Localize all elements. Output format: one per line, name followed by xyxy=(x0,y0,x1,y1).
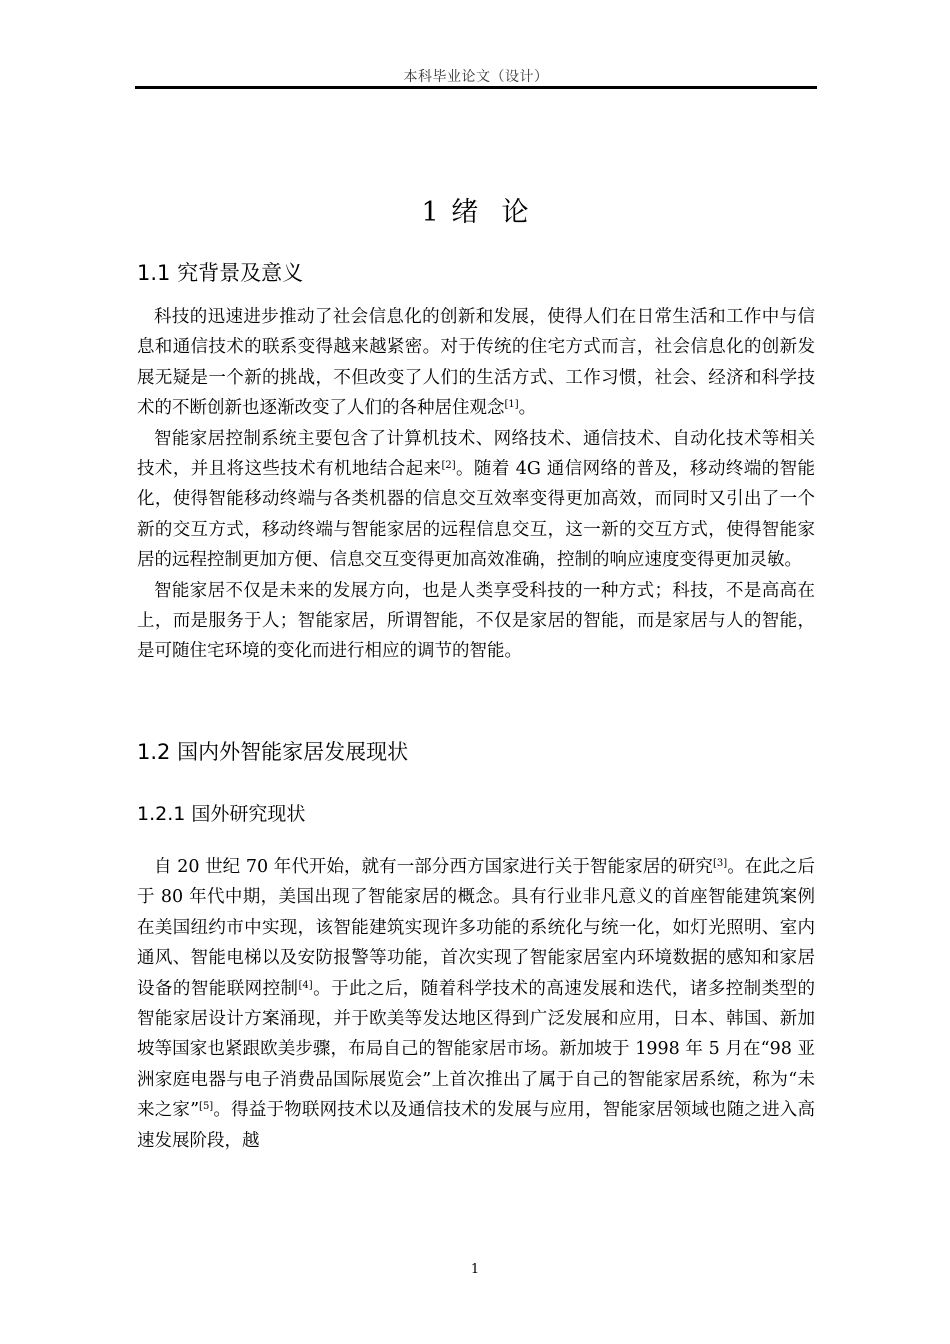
citation: [2] xyxy=(441,460,456,472)
page-number: 1 xyxy=(470,1262,480,1277)
citation: [1] xyxy=(504,399,519,411)
chapter-title: 1 绪 论 xyxy=(421,197,531,228)
section-1-2-1-body xyxy=(137,852,815,1156)
citation: [5] xyxy=(199,1101,214,1113)
citation: [4] xyxy=(298,979,313,991)
paragraph xyxy=(137,302,815,424)
paragraph-text: 。随着 4G 通信网络的普及，移动终端的智能化，使得智能移动终端与各类机器的信息交互效率变得更加高效，而同时又引出了一个新的交互方式，移动终端与智能家居的远程信息交互，这一新的交互方式，使得智能家居的远程控制更加方便、信息交互变得更加高效准确，控制的响应速度变得更加灵敏。 xyxy=(137,459,815,571)
paragraph-text: 。在此之后于 80 年代中期，美国出现了智能家居的概念。具有行业非凡意义的首座智能建筑案例在美国纽约市中实现，该智能建筑实现许多功能的系统化与统一化，如灯光照明、室内通风、智能电梯以及安防报警等功能，首次实现了智能家居室内环境数据的感知和家居设备的智能联网控制 xyxy=(137,857,815,999)
paragraph-text: 。于此之后，随着科学技术的高速发展和迭代，诸多控制类型的智能家居设计方案涌现，并于欧美等发达地区得到广泛发展和应用，日本、韩国、新加坡等国家也紧跟欧美步骤，布局自己的智能家居市场。新加坡于 1998 年 5 月在“98 亚洲家庭电器与电子消费品国际展览会”上首次推出了属于自己的智能家居系统，称为“未来之家” xyxy=(137,978,816,1121)
paragraph-text: 。 xyxy=(518,398,537,419)
paragraph xyxy=(137,576,815,667)
section-heading-1-1: 1.1 究背景及意义 xyxy=(137,261,304,285)
section-1-1-body xyxy=(137,302,815,667)
paragraph-text: 科技的迅速进步推动了社会信息化的创新和发展，使得人们在日常生活和工作中与信息和通信技术的联系变得越来越紧密。对于传统的住宅方式而言，社会信息化的创新发展无疑是一个新的挑战，不但改变了人们的生活方式、工作习惯，社会、经济和科学技术的不断创新也逐渐改变了人们的各种居住观念 xyxy=(137,307,815,419)
paragraph-text: 自 20 世纪 70 年代开始，就有一部分西方国家进行关于智能家居的研究 xyxy=(154,857,713,877)
header-rule xyxy=(135,86,817,89)
section-heading-1-2: 1.2 国内外智能家居发展现状 xyxy=(137,740,409,764)
section-heading-1-2-1: 1.2.1 国外研究现状 xyxy=(137,803,306,825)
paragraph-text: 智能家居控制系统主要包含了计算机技术、网络技术、通信技术、自动化技术等相关技术，并且将这些技术有机地结合起来 xyxy=(137,428,815,480)
paragraph xyxy=(137,852,815,1156)
paragraph-text: 。得益于物联网技术以及通信技术的发展与应用，智能家居领域也随之进入高速发展阶段，越 xyxy=(137,1100,815,1151)
running-header: 本科毕业论文（设计） xyxy=(403,69,549,85)
citation: [3] xyxy=(712,858,728,869)
paragraph xyxy=(137,424,815,576)
paragraph-text: 智能家居不仅是未来的发展方向，也是人类享受科技的一种方式；科技，不是高高在上，而是服务于人；智能家居，所谓智能，不仅是家居的智能，而是家居与人的智能，是可随住宅环境的变化而进行相应的调节的智能。 xyxy=(137,580,815,662)
